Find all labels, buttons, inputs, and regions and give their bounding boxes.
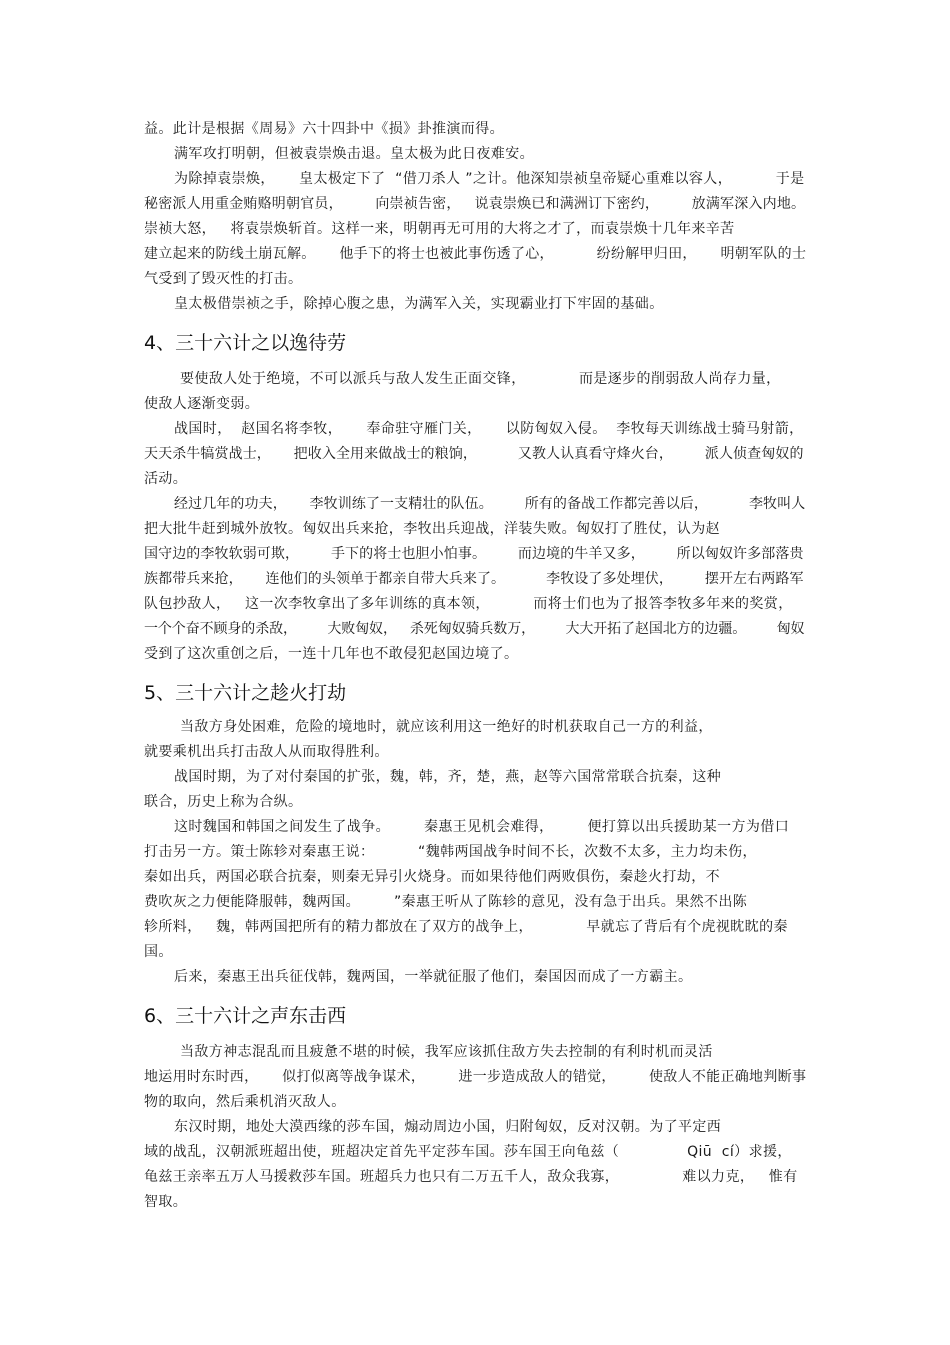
text-line: 后来，秦惠王出兵征伐韩，魏两国，一举就征服了他们，秦国因而成了一方霸主。	[174, 969, 693, 985]
text-line: 满军攻打明朝，但被袁崇焕击退。皇太极为此日夜难安。	[174, 146, 534, 162]
text-line: 就要乘机出兵打击敌人从而取得胜利。	[144, 744, 389, 760]
text-line: 战国时， 赵国名将李牧， 奉命驻守雁门关， 以防匈奴入侵。 李牧每天训练战士骑马射箭，	[174, 421, 804, 437]
text-line: 智取。	[144, 1194, 188, 1210]
section-heading: 5、三十六计之趁火打劫	[144, 682, 347, 704]
text-line: 经过几年的功夫， 李牧训练了一支精壮的队伍。 所有的备战工作都完善以后， 李牧叫人	[174, 496, 806, 512]
text-line: 轸所料， 魏，韩两国把所有的精力都放在了双方的战争上， 早就忘了背后有个虎视眈眈的秦	[144, 919, 788, 935]
text-line: 战国时期，为了对付秦国的扩张，魏，韩，齐，楚，燕，赵等六国常常联合抗秦，这种	[174, 769, 722, 785]
text-line: 地运用时东时西， 似打似离等战争谋术， 进一步造成敌人的错觉， 使敌人不能正确地判断事	[144, 1069, 807, 1085]
text-line: 把大批牛赶到城外放牧。匈奴出兵来抢，李牧出兵迎战，洋装失败。匈奴打了胜仗，认为赵	[144, 521, 720, 537]
text-line: 益。此计是根据《周易》六十四卦中《损》卦推演而得。	[144, 121, 504, 137]
section-heading: 6、三十六计之声东击西	[144, 1005, 347, 1027]
text-line: 国。	[144, 944, 173, 960]
text-line: 这时魏国和韩国之间发生了战争。 秦惠王见机会难得， 便打算以出兵援助某一方为借口	[174, 819, 790, 835]
text-line: 为除掉袁崇焕， 皇太极定下了 “借刀杀人 ”之计。他深知崇祯皇帝疑心重难以容人， 于是	[174, 171, 805, 187]
text-line: 秘密派人用重金贿赂明朝官员， 向崇祯告密， 说袁崇焕已和满洲订下密约， 放满军深入内地。	[144, 196, 806, 212]
text-line: 皇太极借崇祯之手，除掉心腹之患，为满军入关，实现霸业打下牢固的基础。	[174, 296, 664, 312]
text-line: 建立起来的防线土崩瓦解。 他手下的将士也被此事伤透了心， 纷纷解甲归田， 明朝军队的士	[144, 246, 807, 262]
text-line: 队包抄敌人， 这一次李牧拿出了多年训练的真本领， 而将士们也为了报答李牧多年来的奖赏，	[144, 596, 793, 612]
text-line: 受到了这次重创之后，一连十几年也不敢侵犯赵国边境了。	[144, 646, 519, 662]
text-line: 国守边的李牧软弱可欺， 手下的将士也胆小怕事。 而边境的牛羊又多， 所以匈奴许多部落贵	[144, 546, 804, 562]
text-line: 一个个奋不顾身的杀敌， 大败匈奴， 杀死匈奴骑兵数万， 大大开拓了赵国北方的边疆。 匈奴	[144, 621, 805, 637]
text-line: 东汉时期，地处大漠西缘的莎车国，煽动周边小国，归附匈奴，反对汉朝。为了平定西	[174, 1119, 722, 1135]
text-line: 域的战乱，汉朝派班超出使，班超决定首先平定莎车国。莎车国王向龟兹（ Qiū cí）求援，	[144, 1144, 792, 1160]
text-line: 天天杀牛犒赏战士， 把收入全用来做战士的粮饷， 又教人认真看守烽火台， 派人侦查匈奴的	[144, 446, 804, 462]
text-line: 族都带兵来抢， 连他们的头领单于都亲自带大兵来了。 李牧设了多处埋伏， 摆开左右两路军	[144, 571, 804, 587]
text-line: 龟兹王亲率五万人马援救莎车国。班超兵力也只有二万五千人，敌众我寡， 难以力克， 惟有	[144, 1169, 798, 1185]
text-line: 要使敌人处于绝境，不可以派兵与敌人发生正面交锋， 而是逐步的削弱敌人尚存力量，	[180, 371, 781, 387]
text-line: 气受到了毁灭性的打击。	[144, 271, 303, 287]
text-line: 当敌方神志混乱而且疲惫不堪的时候，我军应该抓住敌方失去控制的有利时机而灵活	[180, 1044, 713, 1060]
text-line: 打击另一方。策士陈轸对秦惠王说： “魏韩两国战争时间不长，次数不太多，主力均未伤，	[144, 844, 757, 860]
text-line: 物的取向，然后乘机消灭敌人。	[144, 1094, 346, 1110]
text-line: 崇祯大怒， 将袁崇焕斩首。这样一来，明朝再无可用的大将之才了，而袁崇焕十几年来辛苦	[144, 221, 735, 237]
text-line: 联合，历史上称为合纵。	[144, 794, 303, 810]
text-line: 使敌人逐渐变弱。	[144, 396, 260, 412]
text-line: 费吹灰之力便能降服韩，魏两国。 ”秦惠王听从了陈轸的意见，没有急于出兵。果然不出陈	[144, 894, 748, 910]
section-heading: 4、三十六计之以逸待劳	[144, 332, 347, 354]
text-line: 活动。	[144, 471, 188, 487]
text-line: 当敌方身处困难，危险的境地时，就应该利用这一绝好的时机获取自己一方的利益，	[180, 719, 713, 735]
text-line: 秦如出兵，两国必联合抗秦，则秦无异引火烧身。而如果待他们两败俱伤，秦趁火打劫，不	[144, 869, 720, 885]
